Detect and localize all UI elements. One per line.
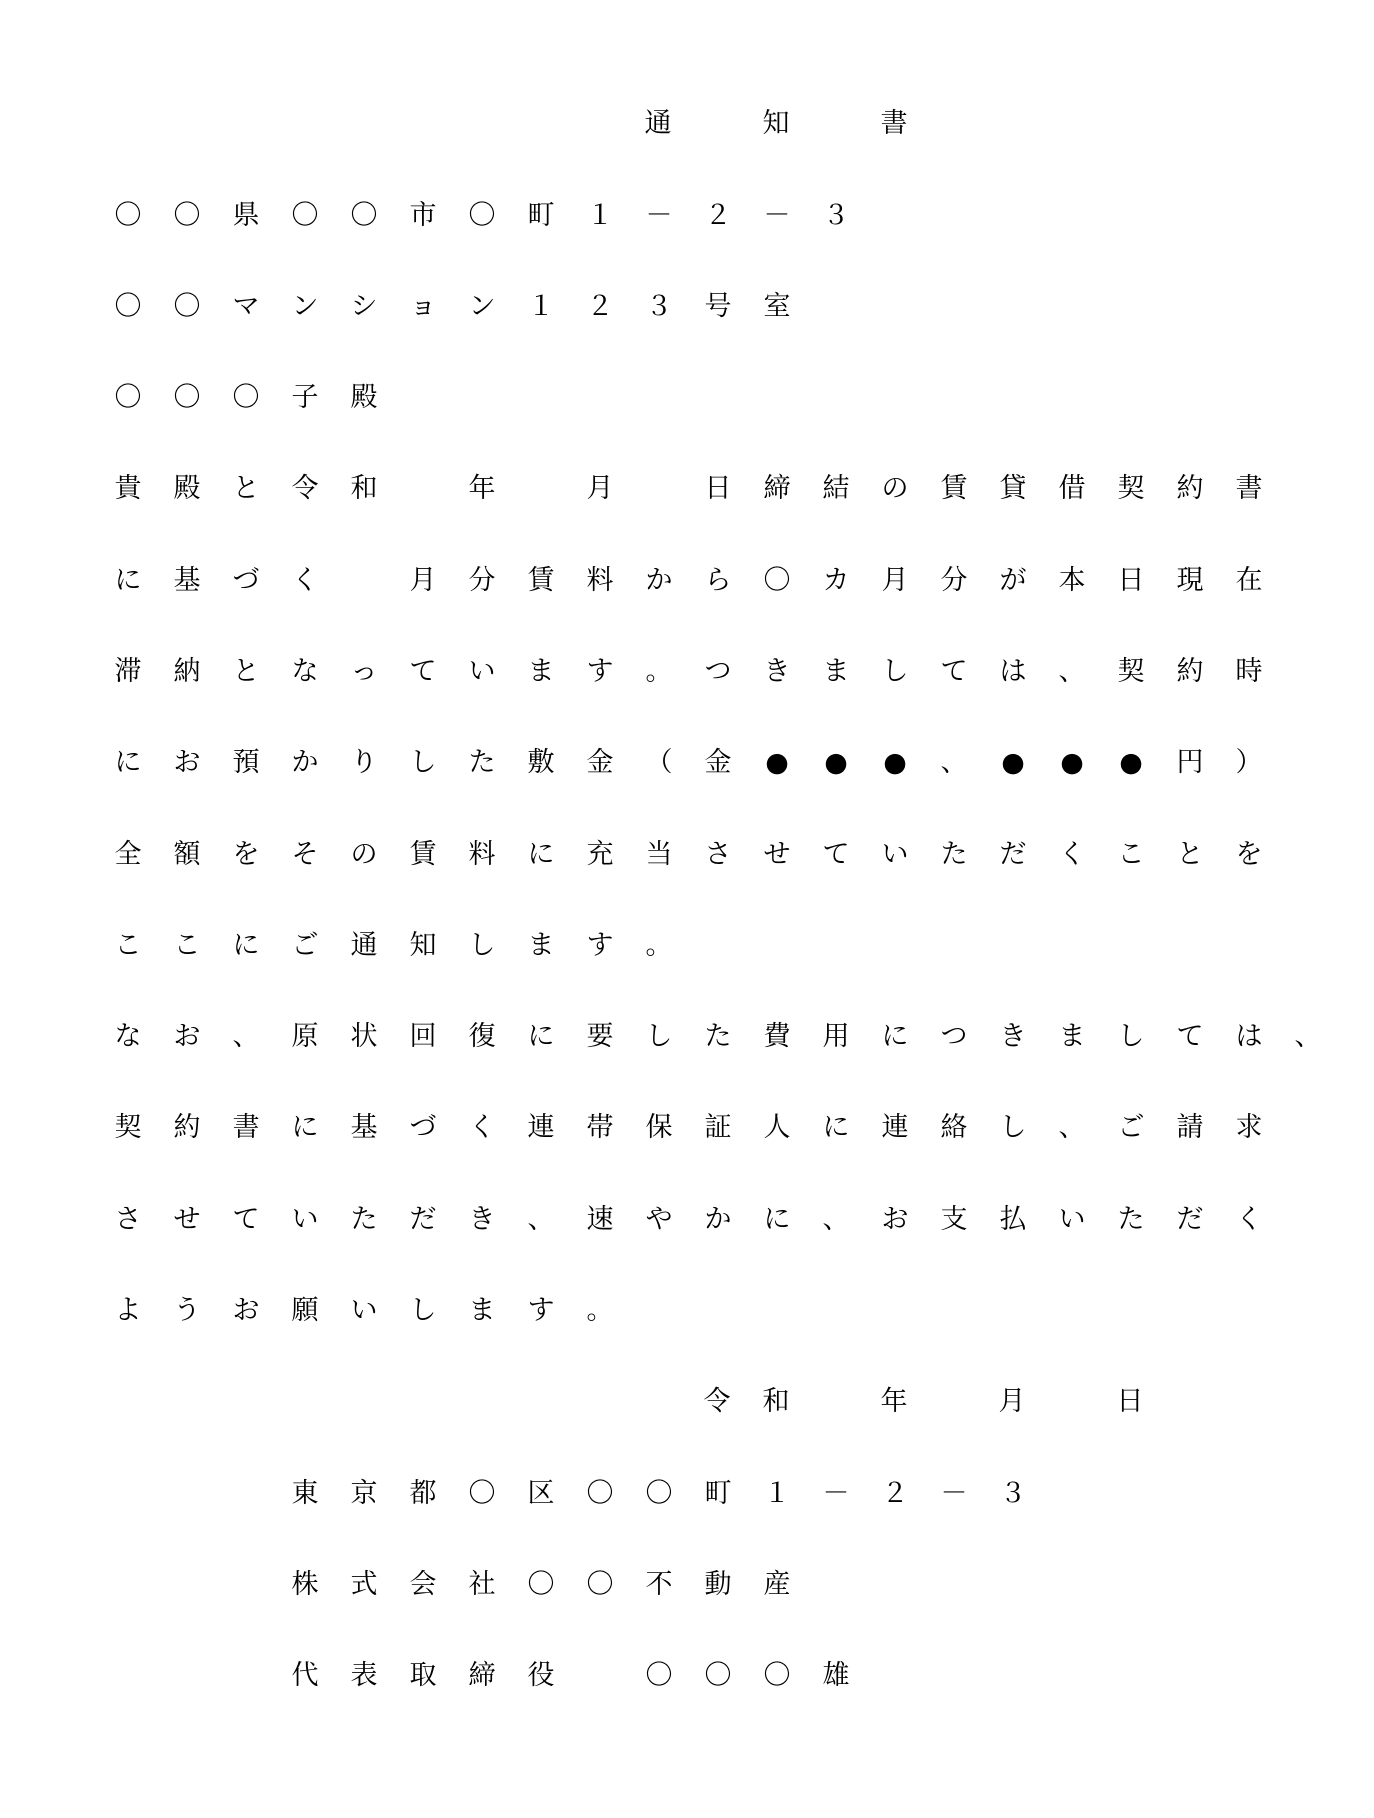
character-cell: 日 bbox=[1117, 565, 1145, 596]
character-cell bbox=[933, 1382, 973, 1422]
character-cell: が bbox=[999, 565, 1027, 596]
character-cell: し bbox=[409, 1295, 437, 1326]
character-cell: ま bbox=[527, 656, 555, 687]
character-cell: 帯 bbox=[586, 1112, 614, 1143]
character-cell: 市 bbox=[409, 200, 437, 231]
character-cell: 株 bbox=[291, 1569, 319, 1600]
character-cell: ョ bbox=[409, 291, 437, 322]
character-cell: 〇 bbox=[232, 382, 260, 413]
character-cell: 充 bbox=[586, 839, 614, 870]
character-cell: て bbox=[1176, 1021, 1204, 1052]
character-cell: － bbox=[645, 200, 673, 231]
character-cell: 現 bbox=[1176, 565, 1204, 596]
character-cell: 契 bbox=[114, 1112, 142, 1143]
character-cell bbox=[521, 469, 561, 509]
character-cell: 要 bbox=[586, 1021, 614, 1052]
character-cell: 約 bbox=[1176, 656, 1204, 687]
character-cell: 、 bbox=[232, 1021, 260, 1052]
character-cell: 連 bbox=[527, 1112, 555, 1143]
character-cell: な bbox=[114, 1021, 142, 1052]
character-cell: 式 bbox=[350, 1569, 378, 1600]
character-cell: 原 bbox=[291, 1021, 319, 1052]
character-cell: 〇 bbox=[645, 1660, 673, 1691]
character-cell: さ bbox=[114, 1204, 142, 1235]
character-cell: 月 bbox=[409, 565, 437, 596]
character-cell: 通 bbox=[644, 108, 672, 139]
character-cell bbox=[1051, 1382, 1091, 1422]
character-cell: １ bbox=[527, 291, 555, 322]
character-cell: く bbox=[291, 565, 319, 596]
character-cell: 書 bbox=[880, 108, 908, 139]
character-cell: 月 bbox=[881, 565, 909, 596]
character-cell: ン bbox=[468, 291, 496, 322]
character-cell: 分 bbox=[468, 565, 496, 596]
character-cell: た bbox=[1117, 1204, 1145, 1235]
character-cell: 連 bbox=[881, 1112, 909, 1143]
character-cell: 〇 bbox=[114, 382, 142, 413]
character-cell: に bbox=[114, 747, 142, 778]
character-cell: 代 bbox=[291, 1660, 319, 1691]
character-cell: せ bbox=[763, 839, 791, 870]
character-cell: こ bbox=[173, 930, 201, 961]
character-cell: 〇 bbox=[114, 291, 142, 322]
character-cell: 人 bbox=[763, 1112, 791, 1143]
character-cell: ２ bbox=[881, 1478, 909, 1509]
character-cell bbox=[815, 1382, 855, 1422]
character-cell: た bbox=[704, 1021, 732, 1052]
character-cell: す bbox=[586, 930, 614, 961]
character-cell: 〇 bbox=[173, 200, 201, 231]
character-cell: し bbox=[645, 1021, 673, 1052]
character-cell: 基 bbox=[173, 565, 201, 596]
character-cell: っ bbox=[350, 656, 378, 687]
character-cell: 子 bbox=[291, 382, 319, 413]
character-cell: き bbox=[763, 656, 791, 687]
character-cell: だ bbox=[1176, 1204, 1204, 1235]
character-cell bbox=[697, 104, 737, 144]
character-cell: り bbox=[350, 747, 378, 778]
character-cell: に bbox=[527, 1021, 555, 1052]
character-cell: お bbox=[173, 1021, 201, 1052]
character-cell: 動 bbox=[704, 1569, 732, 1600]
character-cell: 契 bbox=[1117, 473, 1145, 504]
character-cell: 契 bbox=[1117, 656, 1145, 687]
character-cell: 町 bbox=[527, 200, 555, 231]
character-cell: 回 bbox=[409, 1021, 437, 1052]
character-cell: た bbox=[940, 839, 968, 870]
character-cell: 東 bbox=[291, 1478, 319, 1509]
character-cell: （ bbox=[645, 747, 673, 778]
character-cell: 日 bbox=[704, 473, 732, 504]
character-cell: 〇 bbox=[291, 200, 319, 231]
character-cell: 在 bbox=[1235, 565, 1263, 596]
character-cell: － bbox=[763, 200, 791, 231]
character-cell: 復 bbox=[468, 1021, 496, 1052]
character-cell: ご bbox=[291, 930, 319, 961]
character-cell: 、 bbox=[527, 1204, 555, 1235]
character-cell bbox=[344, 561, 384, 601]
character-cell: 時 bbox=[1235, 656, 1263, 687]
character-cell: い bbox=[468, 656, 496, 687]
character-cell: 速 bbox=[586, 1204, 614, 1235]
character-cell: ン bbox=[291, 291, 319, 322]
character-cell: 年 bbox=[880, 1386, 908, 1417]
character-cell: 、 bbox=[1058, 656, 1086, 687]
character-cell: 締 bbox=[468, 1660, 496, 1691]
character-cell: き bbox=[468, 1204, 496, 1235]
character-cell: 証 bbox=[704, 1112, 732, 1143]
character-cell: い bbox=[881, 839, 909, 870]
character-cell: 〇 bbox=[114, 200, 142, 231]
character-cell: 役 bbox=[527, 1660, 555, 1691]
character-cell: 〇 bbox=[704, 1660, 732, 1691]
character-cell: 貴 bbox=[114, 473, 142, 504]
character-cell: 。 bbox=[645, 930, 673, 961]
character-cell: 状 bbox=[350, 1021, 378, 1052]
character-cell: 賃 bbox=[940, 473, 968, 504]
character-cell: だ bbox=[999, 839, 1027, 870]
character-cell: 令 bbox=[291, 473, 319, 504]
character-cell: て bbox=[822, 839, 850, 870]
character-cell: か bbox=[291, 747, 319, 778]
character-cell: だ bbox=[409, 1204, 437, 1235]
character-cell: １ bbox=[586, 200, 614, 231]
character-cell: 払 bbox=[999, 1204, 1027, 1235]
character-cell: 〇 bbox=[468, 200, 496, 231]
character-cell: １ bbox=[763, 1478, 791, 1509]
character-cell: ま bbox=[1058, 1021, 1086, 1052]
character-cell: 〇 bbox=[350, 200, 378, 231]
character-cell: に bbox=[881, 1021, 909, 1052]
character-cell: 知 bbox=[762, 108, 790, 139]
character-cell: 賃 bbox=[409, 839, 437, 870]
character-cell: 通 bbox=[350, 930, 378, 961]
character-cell: 殿 bbox=[350, 382, 378, 413]
character-cell: 月 bbox=[998, 1386, 1026, 1417]
character-cell: こ bbox=[114, 930, 142, 961]
character-cell: づ bbox=[409, 1112, 437, 1143]
character-cell: 不 bbox=[645, 1569, 673, 1600]
character-cell: 区 bbox=[527, 1478, 555, 1509]
character-cell: 〇 bbox=[763, 565, 791, 596]
character-cell: ご bbox=[1117, 1112, 1145, 1143]
character-cell: 約 bbox=[1176, 473, 1204, 504]
character-cell: 年 bbox=[468, 473, 496, 504]
character-cell: い bbox=[350, 1295, 378, 1326]
character-cell: 結 bbox=[822, 473, 850, 504]
character-cell: き bbox=[999, 1021, 1027, 1052]
character-cell: に bbox=[291, 1112, 319, 1143]
character-cell: づ bbox=[232, 565, 260, 596]
character-cell: 請 bbox=[1176, 1112, 1204, 1143]
character-cell: と bbox=[232, 656, 260, 687]
character-cell: 和 bbox=[762, 1386, 790, 1417]
character-cell: 金 bbox=[704, 747, 732, 778]
character-cell: か bbox=[645, 565, 673, 596]
character-cell: 〇 bbox=[468, 1478, 496, 1509]
character-cell: 和 bbox=[350, 473, 378, 504]
character-cell: そ bbox=[291, 839, 319, 870]
character-cell: ま bbox=[468, 1295, 496, 1326]
character-cell: て bbox=[940, 656, 968, 687]
character-cell: う bbox=[173, 1295, 201, 1326]
character-cell: 書 bbox=[1235, 473, 1263, 504]
character-cell: ２ bbox=[704, 200, 732, 231]
character-cell bbox=[815, 104, 855, 144]
character-cell: し bbox=[1117, 1021, 1145, 1052]
character-cell: を bbox=[232, 839, 260, 870]
character-cell: 〇 bbox=[173, 291, 201, 322]
character-cell: 当 bbox=[645, 839, 673, 870]
character-cell: ● bbox=[1001, 747, 1025, 778]
character-cell: 預 bbox=[232, 747, 260, 778]
character-cell: ● bbox=[765, 747, 789, 778]
character-cell: 借 bbox=[1058, 473, 1086, 504]
character-cell: 料 bbox=[586, 565, 614, 596]
character-cell: ３ bbox=[999, 1478, 1027, 1509]
character-cell: 〇 bbox=[763, 1660, 791, 1691]
character-cell: 県 bbox=[232, 200, 260, 231]
character-cell: お bbox=[232, 1295, 260, 1326]
character-cell: 都 bbox=[409, 1478, 437, 1509]
character-cell: 、 bbox=[1058, 1112, 1086, 1143]
character-cell: の bbox=[350, 839, 378, 870]
character-cell: 敷 bbox=[527, 747, 555, 778]
character-cell: ２ bbox=[586, 291, 614, 322]
character-cell: 。 bbox=[645, 656, 673, 687]
character-cell: 令 bbox=[703, 1386, 731, 1417]
character-cell: シ bbox=[350, 291, 378, 322]
character-cell: 京 bbox=[350, 1478, 378, 1509]
character-cell: ら bbox=[704, 565, 732, 596]
character-cell: を bbox=[1235, 839, 1263, 870]
character-cell: 支 bbox=[940, 1204, 968, 1235]
character-cell: － bbox=[822, 1478, 850, 1509]
character-cell: て bbox=[232, 1204, 260, 1235]
character-cell: 願 bbox=[291, 1295, 319, 1326]
character-cell: し bbox=[999, 1112, 1027, 1143]
character-cell: 町 bbox=[704, 1478, 732, 1509]
character-cell: 賃 bbox=[527, 565, 555, 596]
character-cell: 〇 bbox=[527, 1569, 555, 1600]
character-cell: 月 bbox=[586, 473, 614, 504]
character-cell: く bbox=[1058, 839, 1086, 870]
character-cell: 室 bbox=[763, 291, 791, 322]
character-cell: － bbox=[940, 1478, 968, 1509]
character-cell: さ bbox=[704, 839, 732, 870]
character-cell: す bbox=[527, 1295, 555, 1326]
character-cell: 号 bbox=[704, 291, 732, 322]
character-cell: マ bbox=[232, 291, 260, 322]
character-cell: 金 bbox=[586, 747, 614, 778]
character-cell: は bbox=[1235, 1021, 1263, 1052]
character-cell: と bbox=[232, 473, 260, 504]
character-cell: 取 bbox=[409, 1660, 437, 1691]
character-cell: 約 bbox=[173, 1112, 201, 1143]
character-cell: か bbox=[704, 1204, 732, 1235]
character-cell: す bbox=[586, 656, 614, 687]
character-cell: 殿 bbox=[173, 473, 201, 504]
character-cell: 滞 bbox=[114, 656, 142, 687]
character-cell: て bbox=[409, 656, 437, 687]
character-cell: 、 bbox=[940, 747, 968, 778]
character-cell: 本 bbox=[1058, 565, 1086, 596]
character-cell: 料 bbox=[468, 839, 496, 870]
character-cell: お bbox=[173, 747, 201, 778]
character-cell: 円 bbox=[1176, 747, 1204, 778]
character-cell: く bbox=[1235, 1204, 1263, 1235]
character-cell: 費 bbox=[763, 1021, 791, 1052]
character-cell: 締 bbox=[763, 473, 791, 504]
character-cell: に bbox=[232, 930, 260, 961]
character-cell: に bbox=[763, 1204, 791, 1235]
character-cell: 〇 bbox=[173, 382, 201, 413]
character-cell: 表 bbox=[350, 1660, 378, 1691]
character-cell: な bbox=[291, 656, 319, 687]
character-cell: お bbox=[881, 1204, 909, 1235]
character-cell: ● bbox=[1060, 747, 1084, 778]
character-cell: 〇 bbox=[645, 1478, 673, 1509]
character-cell: ま bbox=[822, 656, 850, 687]
character-cell: ● bbox=[824, 747, 848, 778]
character-cell: に bbox=[114, 565, 142, 596]
character-cell: し bbox=[881, 656, 909, 687]
character-cell: は bbox=[999, 656, 1027, 687]
character-cell: 、 bbox=[1294, 1021, 1322, 1052]
character-cell: や bbox=[645, 1204, 673, 1235]
character-cell: ● bbox=[883, 747, 907, 778]
character-cell: 〇 bbox=[586, 1569, 614, 1600]
character-cell: 社 bbox=[468, 1569, 496, 1600]
character-cell: に bbox=[822, 1112, 850, 1143]
character-cell: 分 bbox=[940, 565, 968, 596]
character-cell: 産 bbox=[763, 1569, 791, 1600]
character-cell: 用 bbox=[822, 1021, 850, 1052]
character-cell: た bbox=[468, 747, 496, 778]
character-cell: 書 bbox=[232, 1112, 260, 1143]
character-cell: た bbox=[350, 1204, 378, 1235]
character-cell: の bbox=[881, 473, 909, 504]
character-cell: と bbox=[1176, 839, 1204, 870]
character-cell: 基 bbox=[350, 1112, 378, 1143]
character-cell: 額 bbox=[173, 839, 201, 870]
character-cell: 全 bbox=[114, 839, 142, 870]
character-cell: 日 bbox=[1116, 1386, 1144, 1417]
character-cell: 納 bbox=[173, 656, 201, 687]
character-cell: 求 bbox=[1235, 1112, 1263, 1143]
character-cell: い bbox=[291, 1204, 319, 1235]
character-cell: ● bbox=[1119, 747, 1143, 778]
character-cell: 絡 bbox=[940, 1112, 968, 1143]
character-cell: し bbox=[409, 747, 437, 778]
character-cell: ３ bbox=[822, 200, 850, 231]
character-cell: し bbox=[468, 930, 496, 961]
character-cell: い bbox=[1058, 1204, 1086, 1235]
character-cell: ま bbox=[527, 930, 555, 961]
character-cell: 、 bbox=[822, 1204, 850, 1235]
character-cell: カ bbox=[822, 565, 850, 596]
character-cell bbox=[580, 1656, 620, 1696]
character-cell: 雄 bbox=[822, 1660, 850, 1691]
character-cell: 〇 bbox=[586, 1478, 614, 1509]
character-cell: に bbox=[527, 839, 555, 870]
character-cell bbox=[639, 469, 679, 509]
character-cell: ） bbox=[1235, 747, 1263, 778]
character-cell: 知 bbox=[409, 930, 437, 961]
character-cell: く bbox=[468, 1112, 496, 1143]
character-cell: 会 bbox=[409, 1569, 437, 1600]
character-cell bbox=[403, 469, 443, 509]
character-cell: 保 bbox=[645, 1112, 673, 1143]
character-cell: こ bbox=[1117, 839, 1145, 870]
character-cell: つ bbox=[940, 1021, 968, 1052]
character-cell: ３ bbox=[645, 291, 673, 322]
character-cell: 貸 bbox=[999, 473, 1027, 504]
character-cell: よ bbox=[114, 1295, 142, 1326]
character-cell: 。 bbox=[586, 1295, 614, 1326]
character-cell: せ bbox=[173, 1204, 201, 1235]
character-cell: つ bbox=[704, 656, 732, 687]
